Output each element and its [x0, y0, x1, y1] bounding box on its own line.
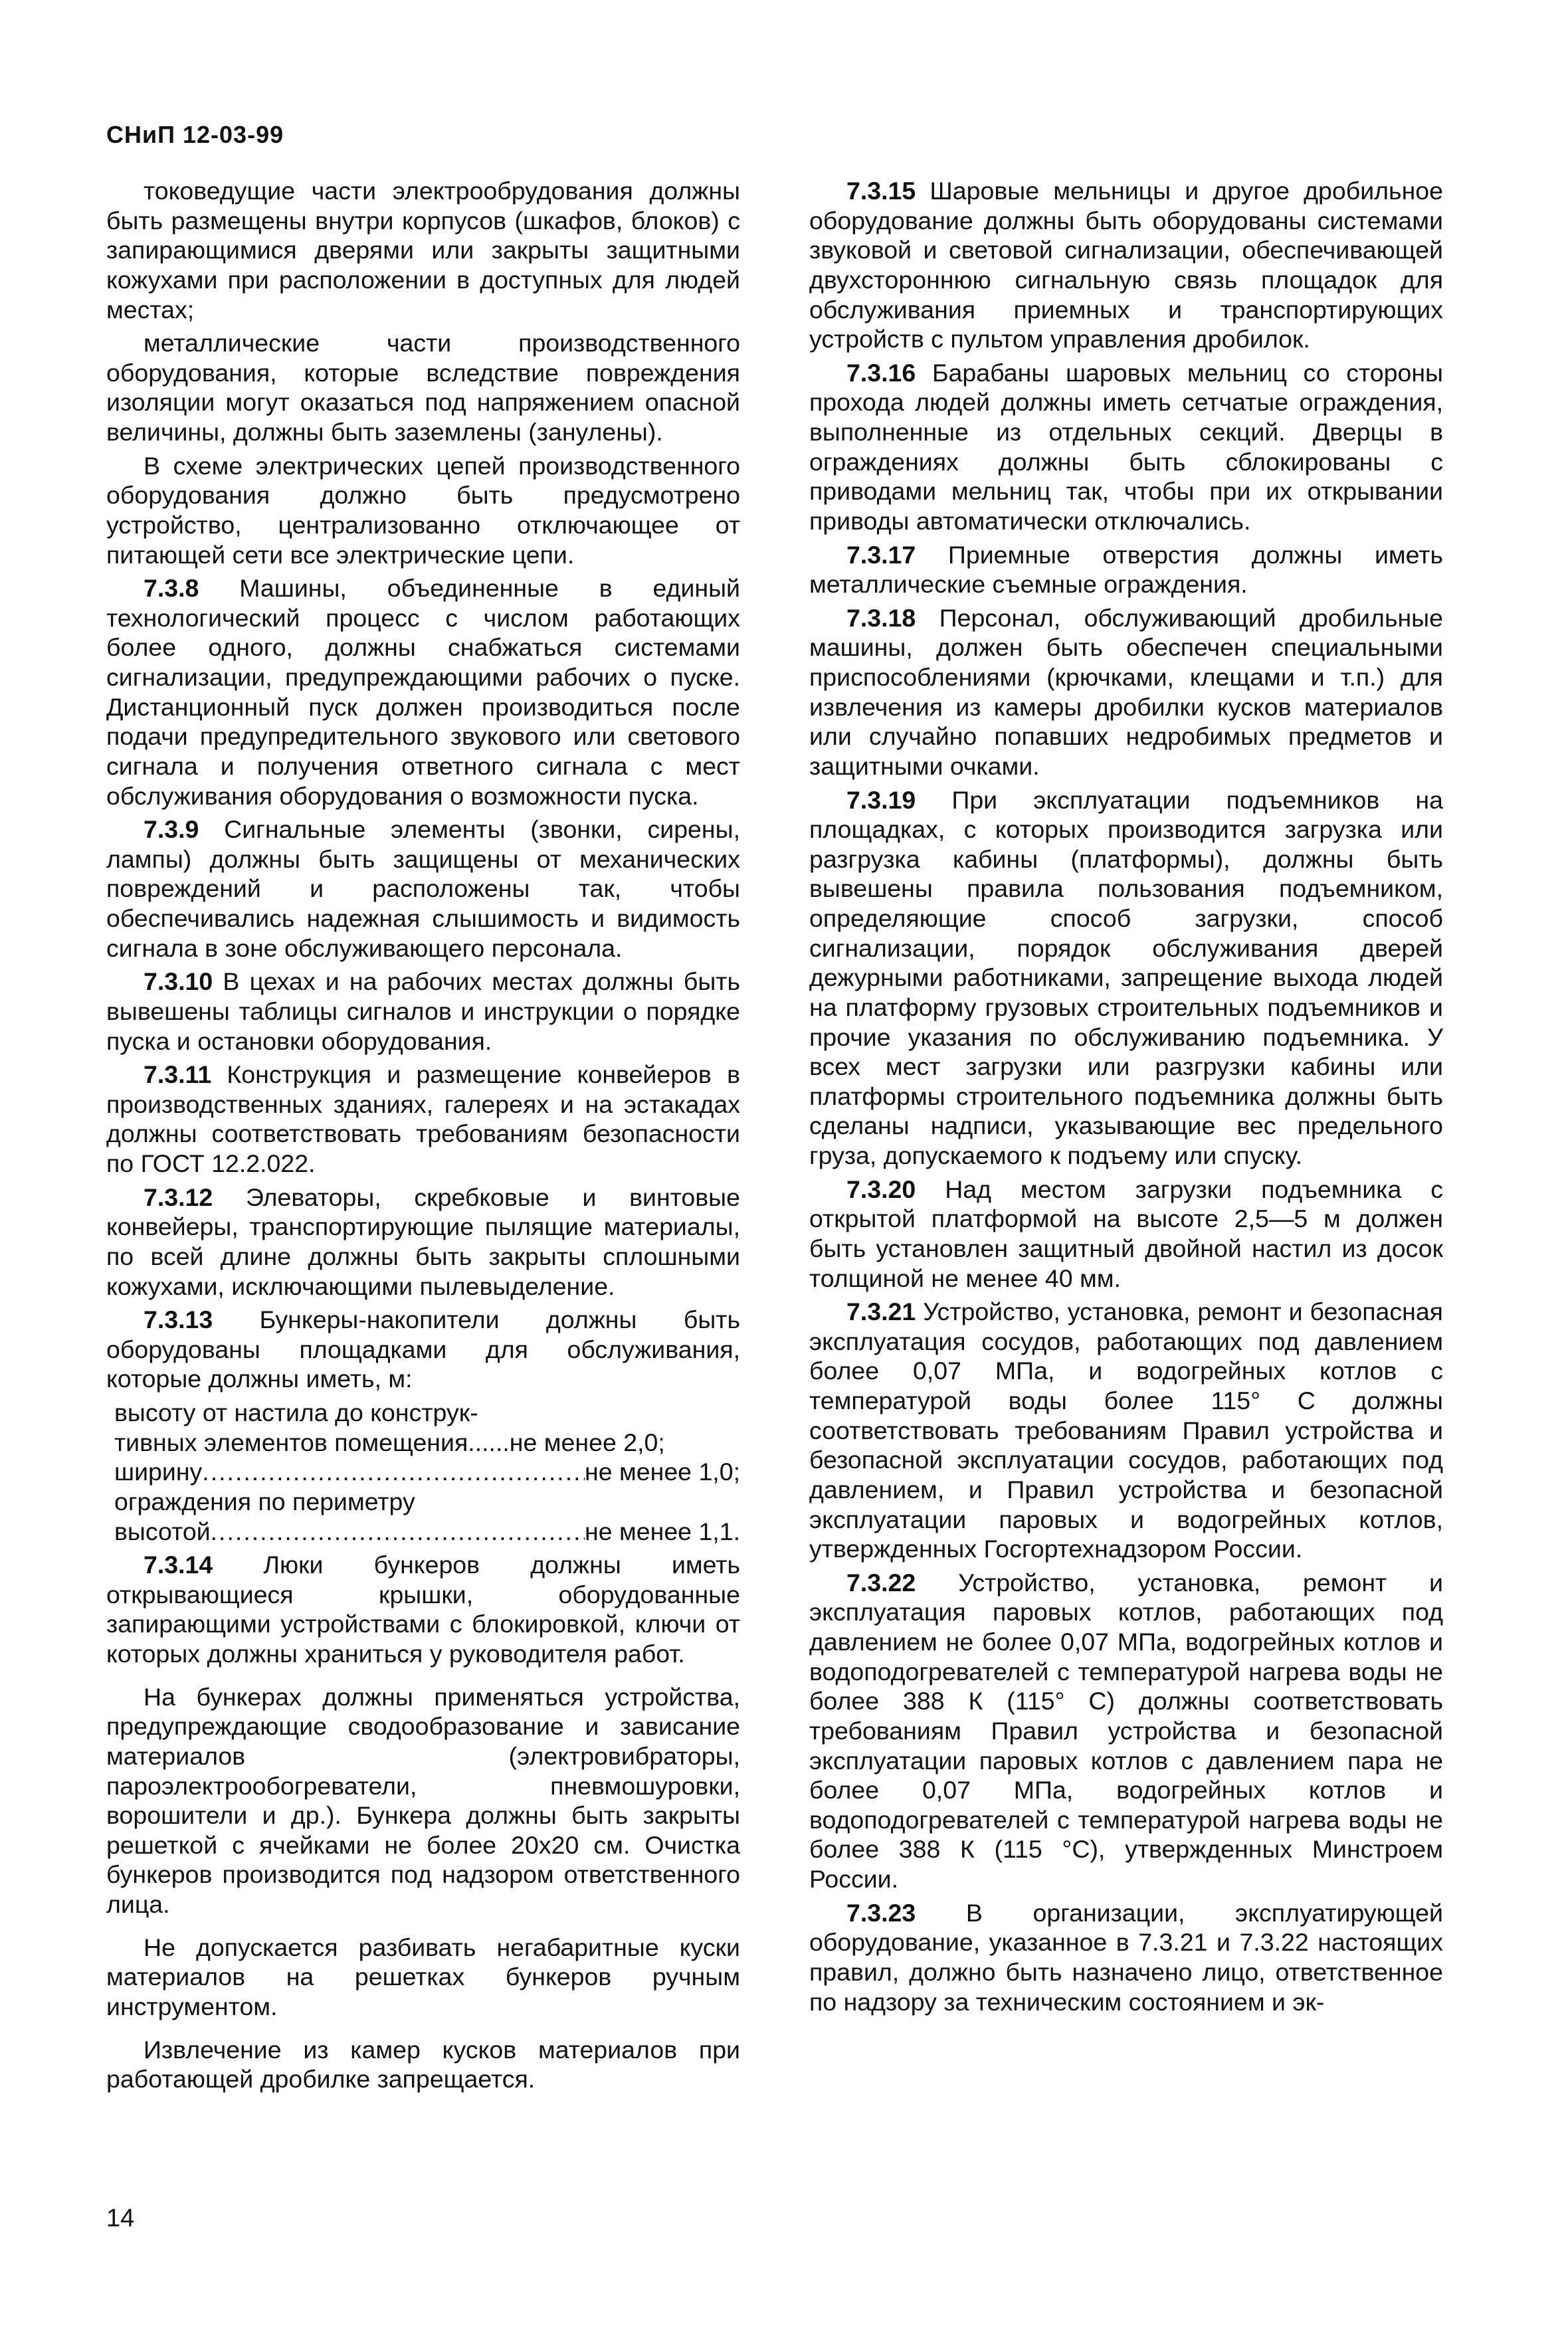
list-item-value: не менее 2,0; — [509, 1428, 665, 1456]
page-number: 14 — [106, 2204, 135, 2232]
section-number: 7.3.19 — [846, 785, 916, 814]
list-item: ограждения по периметру — [114, 1487, 415, 1515]
section-7-3-12 — [106, 1183, 740, 1302]
section-number: 7.3.23 — [846, 1898, 916, 1927]
list-item — [106, 1428, 740, 1458]
list-item: высоту от настила до конструк- — [114, 1399, 478, 1426]
section-7-3-14 — [106, 1550, 740, 1669]
section-7-3-20 — [809, 1175, 1443, 1294]
section-7-3-13 — [106, 1305, 740, 1394]
right-column — [809, 176, 1443, 2020]
section-number: 7.3.10 — [144, 967, 213, 996]
section-number: 7.3.18 — [846, 603, 916, 632]
section-number: 7.3.8 — [144, 574, 199, 603]
section-text: Конструкция и размещение конвейеров в производственных зданиях, галереях и на эстакадах должны соответствовать требованиям безопасности по ГОСТ 12.2.022. — [106, 1060, 740, 1177]
section-number: 7.3.11 — [144, 1060, 212, 1089]
section-number: 7.3.13 — [144, 1306, 213, 1334]
section-number: 7.3.12 — [144, 1183, 213, 1211]
section-7-3-17 — [809, 540, 1443, 599]
section-text: При эксплуатации подъемников на площадках, с которых производится загрузка или разгрузка кабины (платформы), должны быть вывешены правила пользования подъемником, определяющие способ загрузки, способ сигнализации, порядок обслуживания дверей дежурными работниками, запрещение выхода людей на платформу грузовых строительных подъемников и прочие указания по обслуживанию подъемника. У всех мест загрузки или разгрузки кабины или платформы строительного подъемника должны быть сделаны надписи, указывающие вес предельного груза, допускаемого к подъему или спуску. — [809, 785, 1443, 1169]
section-text: Устройство, установка, ремонт и безопасная эксплуатация сосудов, работающих под давлением более 0,07 МПа, и водогрейных котлов с температурой воды более 115° С должны соответствовать требованиям Правил устройства и безопасной эксплуатации сосудов, работающих под давлением, и Правил устройства и безопасной эксплуатации паровых и водогрейных котлов, утвержденных Госгортехнадзором России. — [809, 1298, 1443, 1563]
list-item — [106, 1457, 740, 1487]
list-item-label: тивных элементов помещения...... — [114, 1428, 510, 1456]
section-text: Сигнальные элементы (звонки, сирены, лампы) должны быть защищены от механических повреждений и расположены так, чтобы обеспечивались надежная слышимость и видимость сигнала в зоне обслуживающего персонала. — [106, 815, 740, 962]
document-header: СНиП 12-03-99 — [106, 121, 284, 148]
section-7-3-9 — [106, 815, 740, 963]
paragraph: Не допускается разбивать негабаритные куски материалов на решетках бункеров ручным инструментом. — [106, 1933, 740, 2020]
section-7-3-10 — [106, 967, 740, 1056]
section-7-3-15 — [809, 176, 1443, 354]
section-text: Приемные отверстия должны иметь металлические съемные ограждения. — [809, 540, 1443, 599]
section-text: Бункеры-накопители должны быть оборудованы площадками для обслуживания, которые должны иметь, м: — [106, 1306, 740, 1393]
platform-dimensions-list — [106, 1398, 740, 1546]
section-number: 7.3.22 — [846, 1568, 916, 1597]
section-text: Над местом загрузки подъемника с открытой платформой на высоте 2,5—5 м должен быть установлен защитный двойной настил из досок толщиной не менее 40 мм. — [809, 1175, 1443, 1292]
list-item-label: ширину — [114, 1458, 203, 1486]
section-number: 7.3.15 — [846, 177, 916, 205]
section-7-3-8 — [106, 573, 740, 811]
section-7-3-22 — [809, 1568, 1443, 1894]
list-item — [106, 1517, 740, 1547]
section-text: Машины, объединенные в единый технологический процесс с числом работающих более одного, должны снабжаться системами сигнализации, предупреждающими рабочих о пуске. Дистанционный пуск должен производиться после подачи предупредительного звукового или светового сигнала и получения ответного сигнала с мест обслуживания оборудования о возможности пуска. — [106, 574, 740, 810]
section-number: 7.3.21 — [846, 1298, 916, 1326]
section-number: 7.3.16 — [846, 358, 916, 387]
section-7-3-19 — [809, 785, 1443, 1171]
paragraph: В схеме электрических цепей производственного оборудования должно быть предусмотрено устройство, централизованно отключающее от питающей сети все электрические цепи. — [106, 451, 740, 569]
section-7-3-16 — [809, 358, 1443, 536]
list-item-label: высотой — [114, 1517, 211, 1545]
section-7-3-23 — [809, 1898, 1443, 2017]
section-number: 7.3.9 — [144, 815, 199, 844]
section-text: Люки бункеров должны иметь открывающиеся крышки, оборудованные запирающими устройствами с блокировкой, ключи от которых должны храниться у руководителя работ. — [106, 1551, 740, 1668]
left-column — [106, 176, 740, 2098]
section-text: В цехах и на рабочих местах должны быть вывешены таблицы сигналов и инструкции о порядке пуска и остановки оборудования. — [106, 967, 740, 1055]
paragraph: металлические части производственного оборудования, которые вследствие повреждения изоляции могут оказаться под напряжением опасной величины, должны быть заземлены (занулены). — [106, 329, 740, 446]
section-text: Элеваторы, скребковые и винтовые конвейеры, транспортирующие пылящие материалы, по всей длине должны быть закрыты сплошными кожухами, исключающими пылевыделение. — [106, 1183, 740, 1300]
section-text: Персонал, обслуживающий дробильные машины, должен быть обеспечен специальными приспособлениями (крючками, клещами и т.п.) для извлечения из камеры дробилки кусков материалов или случайно попавших недробимых предметов и защитными очками. — [809, 603, 1443, 780]
paragraph: токоведущие части электрообрудования должны быть размещены внутри корпусов (шкафов, блоков) с запирающимися дверями или закрыты защитными кожухами при расположении в доступных для людей местах; — [106, 177, 740, 324]
paragraph: Извлечение из камер кусков материалов при работающей дробилке запрещается. — [106, 2035, 740, 2093]
section-text: Устройство, установка, ремонт и эксплуатация паровых котлов, работающих под давлением не более 0,07 МПа, водогрейных котлов и водоподогревателей с температурой нагрева воды не более 388 К (115° С) должны соответствовать требованиям Правил устройства и безопасной эксплуатации паровых котлов с давлением пара не более 0,07 МПа, водогрейных котлов и водоподогревателей с температурой нагрева воды не более 388 К (115 °С), утвержденных Минстроем России. — [809, 1568, 1443, 1893]
list-item-value: не менее 1,0; — [584, 1458, 740, 1486]
section-7-3-11 — [106, 1060, 740, 1179]
section-text: Барабаны шаровых мельниц со стороны прохода людей должны иметь сетчатые ограждения, выполненные из отдельных секций. Дверцы в ограждениях должны быть сблокированы с приводами мельниц так, чтобы при их открывании приводы автоматически отключались. — [809, 358, 1443, 535]
section-text: Шаровые мельницы и другое дробильное оборудование должны быть оборудованы системами звуковой и световой сигнализации, обеспечивающей двухстороннюю сигнальную связь площадок для обслуживания приемных и транспортирующих устройств с пультом управления дробилок. — [809, 177, 1443, 353]
list-item-value: не менее 1,1. — [584, 1517, 740, 1545]
section-number: 7.3.17 — [846, 540, 916, 569]
leader-dots — [211, 1517, 585, 1547]
section-7-3-18 — [809, 603, 1443, 781]
section-number: 7.3.14 — [144, 1551, 213, 1579]
leader-dots — [202, 1457, 585, 1487]
section-number: 7.3.20 — [846, 1175, 916, 1203]
section-text: В организации, эксплуатирующей оборудование, указанное в 7.3.21 и 7.3.22 настоящих правил, должно быть назначено лицо, ответственное по надзору за техническим состоянием и эк- — [809, 1898, 1443, 2016]
paragraph: На бункерах должны применяться устройства, предупреждающие сводообразование и зависание материалов (электровибраторы, пароэлектрообогреватели, пневмошуровки, ворошители и др.). Бункера должны быть закрыты решеткой с ячейками не более 20x20 см. Очистка бункеров производится под надзором ответственного лица. — [106, 1682, 740, 1918]
section-7-3-21 — [809, 1297, 1443, 1564]
